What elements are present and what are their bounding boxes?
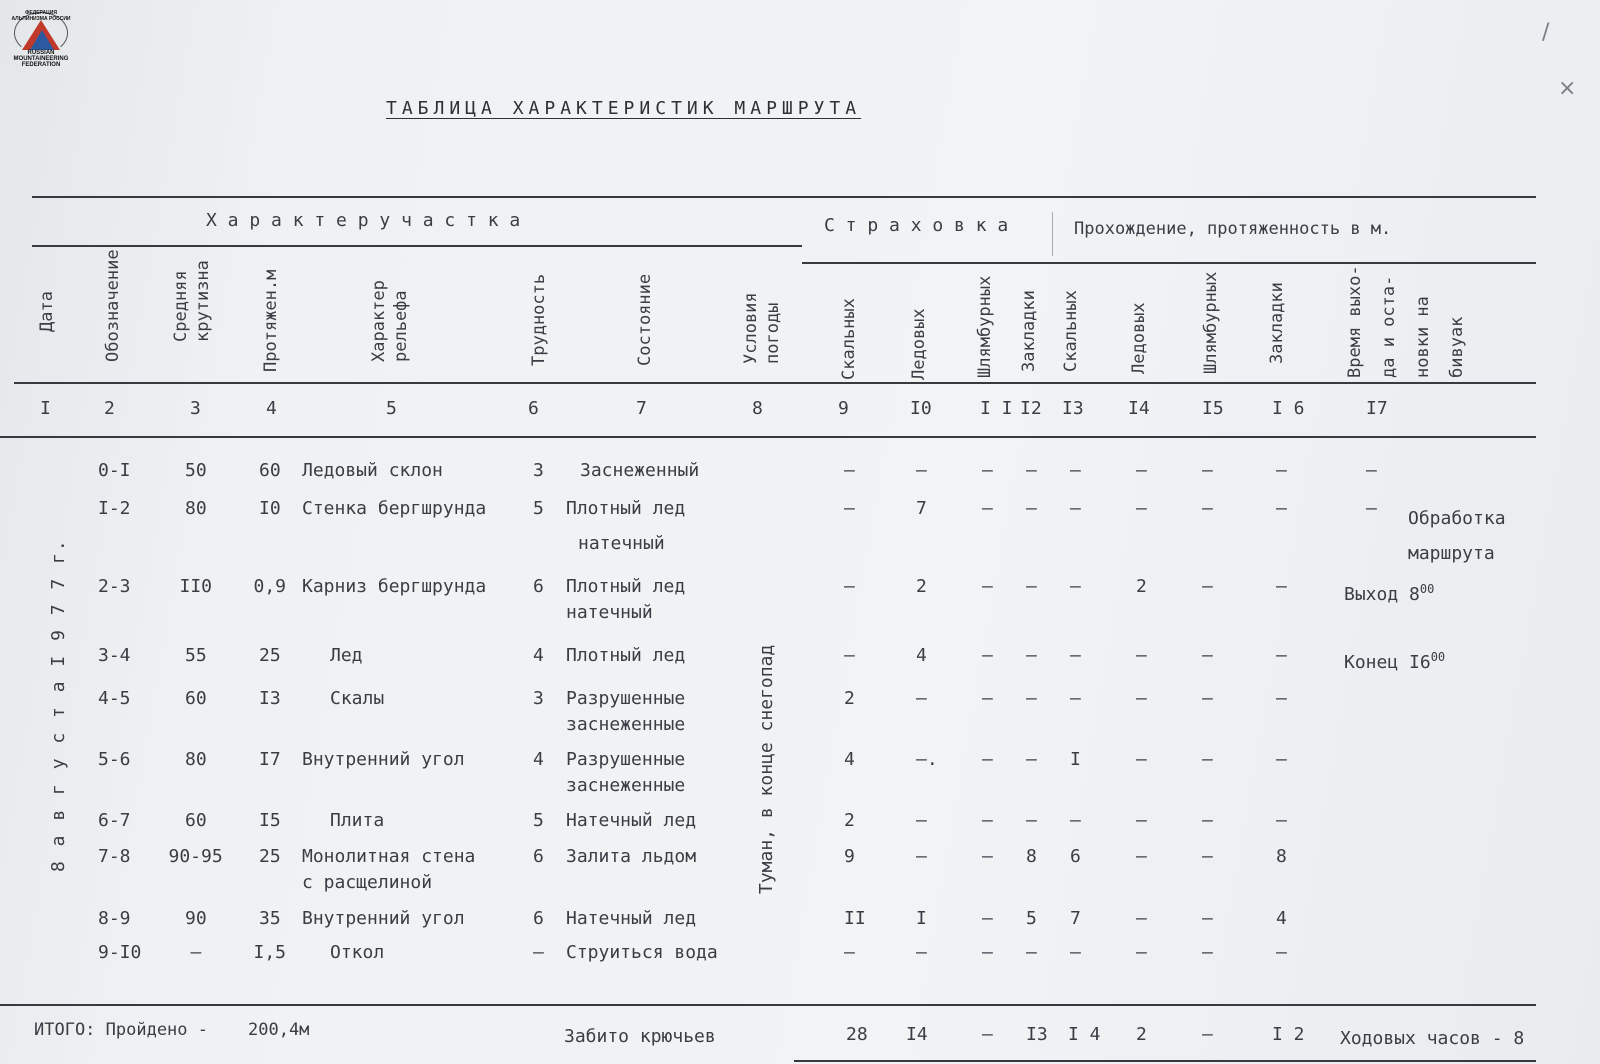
cell-condition: заснеженные bbox=[566, 714, 686, 735]
cell-chock: – bbox=[1026, 498, 1037, 519]
totals-pitons-label: Забито крючьев bbox=[564, 1026, 716, 1047]
cell-diff: 6 bbox=[533, 908, 544, 929]
cell-p_bolt: – bbox=[1202, 576, 1213, 597]
cell-steep: 60 bbox=[185, 688, 207, 709]
cell-diff: 6 bbox=[533, 846, 544, 867]
header-difficulty: Трудность bbox=[529, 273, 549, 366]
cell-seg: 2-3 bbox=[98, 576, 131, 597]
cell-chock: – bbox=[1026, 460, 1037, 481]
cell-p_chock: – bbox=[1276, 749, 1287, 770]
cell-diff: 3 bbox=[533, 688, 544, 709]
header-belay-rock: Скальных bbox=[839, 298, 859, 380]
cell-relief: Внутренний угол bbox=[302, 749, 465, 770]
cell-p_rock: I bbox=[1070, 749, 1081, 770]
header-pass-rock: Скальных bbox=[1061, 290, 1081, 372]
cell-steep: 55 bbox=[185, 645, 207, 666]
cell-p_bolt: – bbox=[1202, 846, 1213, 867]
cell-len: I0 bbox=[259, 498, 281, 519]
cell-chock: – bbox=[1026, 942, 1037, 963]
cell-bolt: – bbox=[982, 846, 993, 867]
totals-hours: Ходовых часов - 8 bbox=[1340, 1028, 1525, 1049]
cell-seg: 8-9 bbox=[98, 908, 131, 929]
header-designation: Обозначение bbox=[103, 249, 123, 362]
cell-bolt: – bbox=[982, 908, 993, 929]
cell-p_ice: – bbox=[1136, 460, 1147, 481]
column-number-9: 9 bbox=[838, 398, 849, 419]
group-section: Х а р а к т е р у ч а с т к а bbox=[206, 210, 521, 231]
cell-chock: 5 bbox=[1026, 908, 1037, 929]
cell-bolt: – bbox=[982, 810, 993, 831]
cell-p_chock: – bbox=[1276, 688, 1287, 709]
cell-steep: 90 bbox=[185, 908, 207, 929]
cell-relief: Карниз бергшрунда bbox=[302, 576, 487, 597]
column-number-7: 7 bbox=[636, 398, 647, 419]
cell-diff: 6 bbox=[533, 576, 544, 597]
column-number-5: 5 bbox=[386, 398, 397, 419]
column-number-15: I5 bbox=[1202, 398, 1224, 419]
cell-ice: 4 bbox=[916, 645, 927, 666]
cell-p_rock: – bbox=[1070, 942, 1081, 963]
cell-bolt: – bbox=[982, 576, 993, 597]
header-time: Время выхо- да и оста- новки на бивуак bbox=[1345, 265, 1467, 378]
cell-relief: Ледовый склон bbox=[302, 460, 443, 481]
cell-ice: – bbox=[916, 942, 927, 963]
cell-steep: 60 bbox=[185, 810, 207, 831]
header-steepness: Средняя крутизна bbox=[171, 260, 213, 342]
cell-seg: 6-7 bbox=[98, 810, 131, 831]
cell-rock: 2 bbox=[844, 688, 855, 709]
cell-p_rock: 6 bbox=[1070, 846, 1081, 867]
cell-ice: 2 bbox=[916, 576, 927, 597]
cell-p_chock: – bbox=[1276, 942, 1287, 963]
logo-text-2: MOUNTAINEERING bbox=[13, 56, 69, 62]
cell-seg: 3-4 bbox=[98, 645, 131, 666]
rmf-logo bbox=[8, 10, 74, 66]
cell-p_rock: – bbox=[1070, 645, 1081, 666]
cell-p_rock: – bbox=[1070, 576, 1081, 597]
cell-time: – bbox=[1366, 460, 1377, 481]
column-number-6: 6 bbox=[528, 398, 539, 419]
column-number-14: I4 bbox=[1128, 398, 1150, 419]
column-number-8: 8 bbox=[752, 398, 763, 419]
cell-len: 25 bbox=[259, 645, 281, 666]
cell-len: I7 bbox=[259, 749, 281, 770]
cell-steep: 90-95 bbox=[168, 846, 223, 867]
cell-p_bolt: – bbox=[1202, 908, 1213, 929]
column-number-11: I I bbox=[980, 398, 1013, 419]
cell-diff: 5 bbox=[533, 498, 544, 519]
column-number-16: I 6 bbox=[1272, 398, 1305, 419]
column-number-13: I3 bbox=[1062, 398, 1084, 419]
cell-p_chock: 4 bbox=[1276, 908, 1287, 929]
cell-p_rock: – bbox=[1070, 688, 1081, 709]
cell-len: 60 bbox=[259, 460, 281, 481]
cell-chock: – bbox=[1026, 645, 1037, 666]
cell-p_rock: – bbox=[1070, 498, 1081, 519]
totals-p_rock: I 4 bbox=[1068, 1024, 1101, 1045]
cell-chock: – bbox=[1026, 688, 1037, 709]
cell-ice: – bbox=[916, 810, 927, 831]
cell-len: 35 bbox=[259, 908, 281, 929]
corner-x-mark: × bbox=[1558, 76, 1577, 101]
cell-seg: 9-I0 bbox=[98, 942, 142, 963]
corner-slash-mark: / bbox=[1542, 20, 1550, 45]
column-number-1: I bbox=[40, 398, 51, 419]
cell-condition: Залита льдом bbox=[566, 846, 697, 867]
cell-p_bolt: – bbox=[1202, 498, 1213, 519]
cell-bolt: – bbox=[982, 498, 993, 519]
header-belay-chock: Закладки bbox=[1019, 290, 1039, 372]
cell-seg: 0-I bbox=[98, 460, 131, 481]
cell-p_rock: – bbox=[1070, 460, 1081, 481]
cell-relief: с расщелиной bbox=[302, 872, 433, 893]
cell-len: I5 bbox=[259, 810, 281, 831]
cell-bolt: – bbox=[982, 645, 993, 666]
group-belay: С т р а х о в к а bbox=[824, 215, 1009, 236]
totals-p_chock: I 2 bbox=[1272, 1024, 1305, 1045]
cell-condition: натечный bbox=[566, 602, 653, 623]
cell-rock: – bbox=[844, 498, 855, 519]
cell-ice: I bbox=[916, 908, 927, 929]
cell-bolt: – bbox=[982, 749, 993, 770]
cell-condition: Натечный лед bbox=[566, 908, 697, 929]
cell-condition: Разрушенные bbox=[566, 749, 686, 770]
note-prep-line2: маршрута bbox=[1408, 543, 1495, 564]
rule-header-bottom bbox=[14, 382, 1536, 384]
cell-rock: 9 bbox=[844, 846, 855, 867]
column-number-3: 3 bbox=[190, 398, 201, 419]
cell-steep: – bbox=[190, 942, 202, 963]
cell-relief: Лед bbox=[330, 645, 363, 666]
note-prep-line1: Обработка bbox=[1408, 508, 1506, 529]
cell-steep: 80 bbox=[185, 749, 207, 770]
cell-bolt: – bbox=[982, 942, 993, 963]
column-number-2: 2 bbox=[104, 398, 115, 419]
cell-condition: Натечный лед bbox=[566, 810, 697, 831]
cell-rock: – bbox=[844, 576, 855, 597]
cell-rock: 4 bbox=[844, 749, 855, 770]
cell-steep: 80 bbox=[185, 498, 207, 519]
cell-p_chock: – bbox=[1276, 645, 1287, 666]
cell-relief: Монолитная стена bbox=[302, 846, 476, 867]
cell-condition: Плотный лед bbox=[566, 498, 686, 519]
cell-rock: – bbox=[844, 942, 855, 963]
cell-len: 25 bbox=[259, 846, 281, 867]
rule-group-left bbox=[32, 245, 802, 247]
cell-chock: 8 bbox=[1026, 846, 1037, 867]
column-number-12: I2 bbox=[1020, 398, 1042, 419]
cell-ice: 7 bbox=[916, 498, 927, 519]
cell-diff: 4 bbox=[533, 645, 544, 666]
rule-group-right bbox=[802, 262, 1536, 264]
cell-p_bolt: – bbox=[1202, 460, 1213, 481]
cell-p_ice: – bbox=[1136, 688, 1147, 709]
cell-p_bolt: – bbox=[1202, 810, 1213, 831]
cell-seg: 7-8 bbox=[98, 846, 131, 867]
cell-p_chock: – bbox=[1276, 576, 1287, 597]
cell-p_ice: – bbox=[1136, 846, 1147, 867]
cell-condition: Разрушенные bbox=[566, 688, 686, 709]
header-pass-chock: Закладки bbox=[1267, 282, 1287, 364]
cell-p_ice: – bbox=[1136, 645, 1147, 666]
cell-diff: – bbox=[533, 942, 544, 963]
cell-seg: 4-5 bbox=[98, 688, 131, 709]
cell-p_ice: – bbox=[1136, 498, 1147, 519]
totals-ice: I4 bbox=[906, 1024, 928, 1045]
weather-value: Туман, в конце снегопад bbox=[756, 644, 777, 894]
cell-rock: – bbox=[844, 460, 855, 481]
cell-p_ice: – bbox=[1136, 749, 1147, 770]
cell-len: I,5 bbox=[253, 942, 287, 963]
logo-text-3: FEDERATION bbox=[21, 62, 61, 68]
column-number-10: I0 bbox=[910, 398, 932, 419]
cell-p_ice: – bbox=[1136, 942, 1147, 963]
cell-p_ice: 2 bbox=[1136, 576, 1147, 597]
header-belay-bolt: Шлямбурных bbox=[975, 275, 995, 378]
column-number-17: I7 bbox=[1366, 398, 1388, 419]
cell-diff: 4 bbox=[533, 749, 544, 770]
cell-p_ice: – bbox=[1136, 908, 1147, 929]
cell-time: – bbox=[1366, 498, 1377, 519]
cell-p_chock: 8 bbox=[1276, 846, 1287, 867]
rule-numbers-bottom bbox=[0, 436, 1536, 438]
column-number-4: 4 bbox=[266, 398, 277, 419]
cell-p_rock: 7 bbox=[1070, 908, 1081, 929]
cell-condition: заснеженные bbox=[566, 775, 686, 796]
cell-p_chock: – bbox=[1276, 810, 1287, 831]
cell-ice: – bbox=[916, 846, 927, 867]
group-divider bbox=[1052, 212, 1053, 256]
cell-seg: 5-6 bbox=[98, 749, 131, 770]
totals-label: ИТОГО: Пройдено - bbox=[34, 1020, 208, 1040]
logo-arc-text: ФЕДЕРАЦИЯ АЛЬПИНИЗМА РОССИИ bbox=[11, 10, 71, 22]
cell-condition: Заснеженный bbox=[580, 460, 700, 481]
cell-p_ice: – bbox=[1136, 810, 1147, 831]
cell-diff: 5 bbox=[533, 810, 544, 831]
cell-diff: 3 bbox=[533, 460, 544, 481]
cell-p_bolt: – bbox=[1202, 688, 1213, 709]
cell-condition: Плотный лед bbox=[566, 645, 686, 666]
totals-chock: I3 bbox=[1026, 1024, 1048, 1045]
cell-relief: Плита bbox=[330, 810, 385, 831]
cell-bolt: – bbox=[982, 460, 993, 481]
cell-p_bolt: – bbox=[1202, 749, 1213, 770]
group-passage: Прохождение, протяженность в м. bbox=[1074, 219, 1392, 239]
header-weather: Условия погоды bbox=[741, 292, 783, 364]
totals-p_ice: 2 bbox=[1136, 1024, 1147, 1045]
cell-p_bolt: – bbox=[1202, 942, 1213, 963]
cell-chock: – bbox=[1026, 810, 1037, 831]
header-length: Протяжен.м bbox=[261, 269, 281, 372]
cell-rock: 2 bbox=[844, 810, 855, 831]
cell-p_rock: – bbox=[1070, 810, 1081, 831]
logo-text-1: RUSSIAN bbox=[27, 50, 55, 56]
cell-condition: натечный bbox=[578, 533, 665, 554]
header-condition: Состояние bbox=[635, 273, 655, 366]
logo-mountain-blue bbox=[30, 30, 54, 50]
cell-seg: I-2 bbox=[98, 498, 131, 519]
cell-relief: Откол bbox=[330, 942, 385, 963]
header-date: Дата bbox=[37, 291, 57, 332]
cell-relief: Внутренний угол bbox=[302, 908, 465, 929]
cell-steep: 50 bbox=[185, 460, 207, 481]
cell-steep: II0 bbox=[179, 576, 213, 597]
header-pass-bolt: Шлямбурных bbox=[1201, 271, 1221, 374]
cell-condition: Струиться вода bbox=[566, 942, 718, 963]
cell-p_bolt: – bbox=[1202, 645, 1213, 666]
cell-relief: Скалы bbox=[330, 688, 385, 709]
cell-rock: – bbox=[844, 645, 855, 666]
cell-rock: II bbox=[844, 908, 866, 929]
cell-bolt: – bbox=[982, 688, 993, 709]
rule-bottom bbox=[794, 1060, 1536, 1062]
cell-chock: – bbox=[1026, 576, 1037, 597]
note-exit: Выход $8^{00}$ bbox=[1344, 582, 1435, 605]
cell-p_chock: – bbox=[1276, 460, 1287, 481]
totals-rock: 28 bbox=[846, 1024, 868, 1045]
rule-totals-top bbox=[0, 1004, 1536, 1006]
cell-len: I3 bbox=[259, 688, 281, 709]
cell-ice: – bbox=[916, 688, 927, 709]
cell-condition: Плотный лед bbox=[566, 576, 686, 597]
cell-ice: –. bbox=[916, 749, 938, 770]
rule-top bbox=[32, 196, 1536, 198]
totals-p_bolt: – bbox=[1202, 1024, 1213, 1045]
note-end: Конец $I6^{00}$ bbox=[1344, 650, 1446, 673]
header-relief: Характер рельефа bbox=[369, 280, 411, 362]
cell-ice: – bbox=[916, 460, 927, 481]
header-pass-ice: Ледовых bbox=[1129, 302, 1149, 374]
header-belay-ice: Ледовых bbox=[909, 308, 929, 380]
cell-chock: – bbox=[1026, 749, 1037, 770]
cell-len: 0,9 bbox=[253, 576, 287, 597]
date-value: 8 а в г у с т а I 9 7 7 г. bbox=[48, 538, 69, 872]
totals-bolt: – bbox=[982, 1024, 993, 1045]
cell-relief: Стенка бергшрунда bbox=[302, 498, 487, 519]
totals-distance: 200,4м bbox=[248, 1020, 310, 1040]
page-title: ТАБЛИЦА ХАРАКТЕРИСТИК МАРШРУТА bbox=[386, 98, 862, 119]
cell-p_chock: – bbox=[1276, 498, 1287, 519]
